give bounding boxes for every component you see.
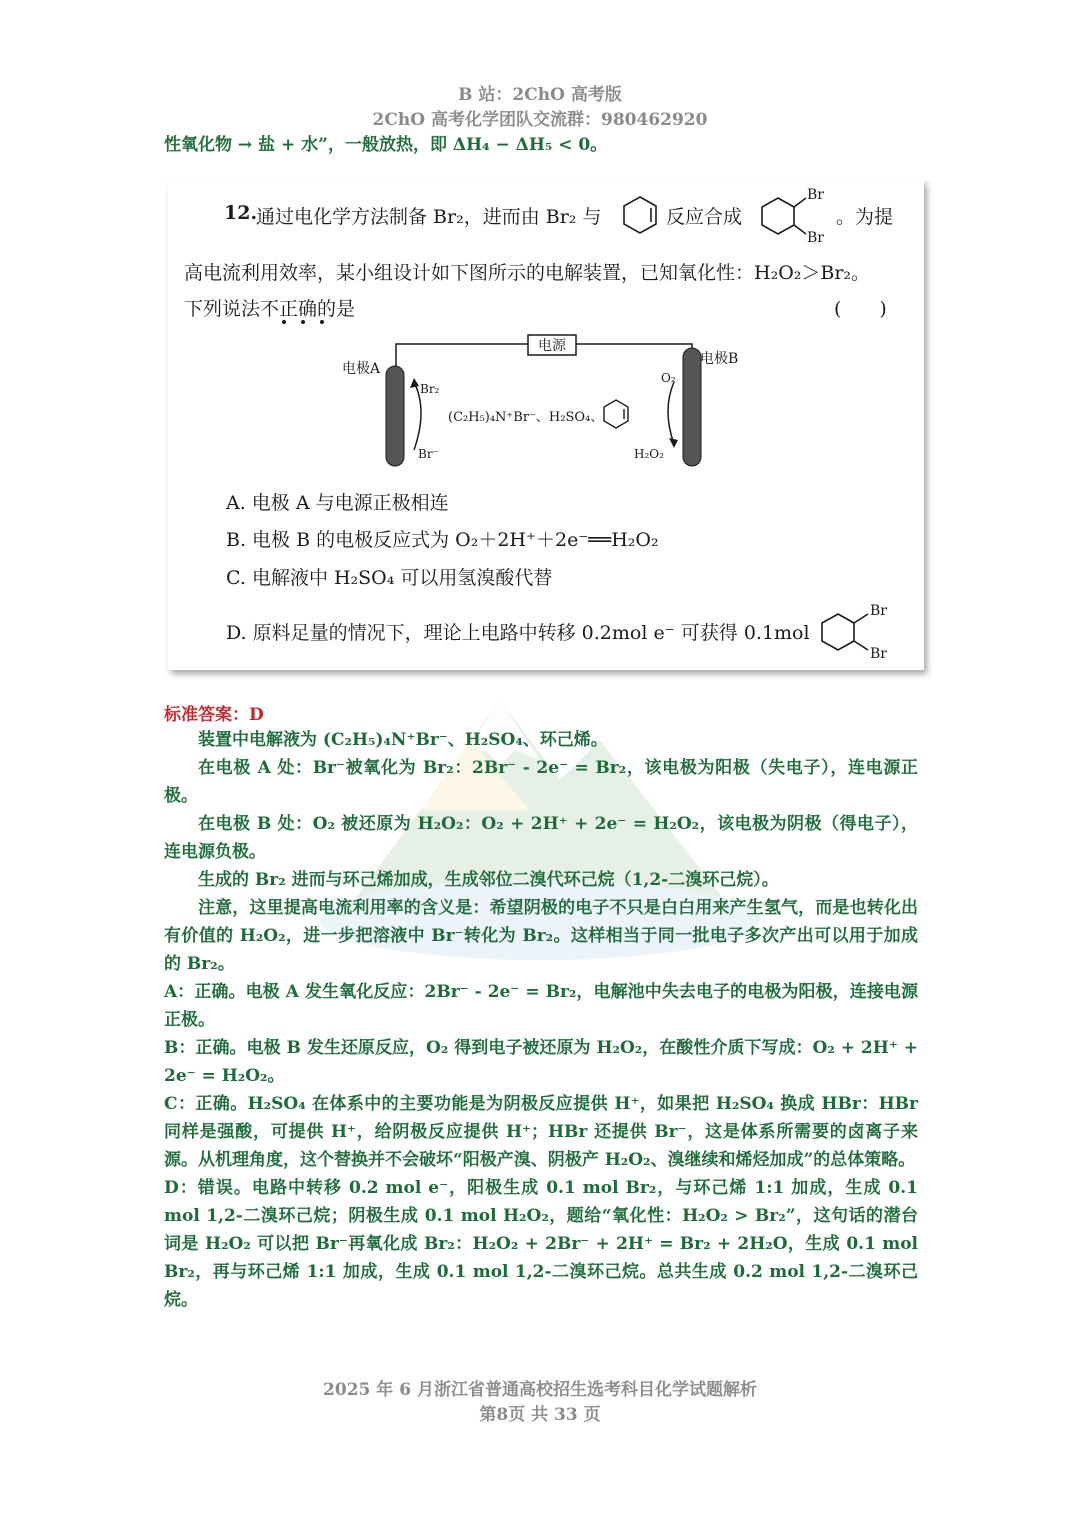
- option-a: A. 电极 A 与电源正极相连: [226, 492, 449, 514]
- header-line1: B 站：2ChO 高考版: [458, 85, 622, 105]
- br-label-top-d: Br: [870, 603, 887, 619]
- option-analysis-c: C：正确。H₂SO₄ 在体系中的主要功能是为阴极反应提供 H⁺，如果把 H₂SO₄ 换成 HBr：HBr 同样是强酸，可提供 H⁺，给阴极反应提供 H⁺；HBr 还提供 Br⁻，这是体系所需要的卤离子来源。从机理角度，这个替换并不会破坏“阳极产溴、阴极产 H₂O₂、溴继续和烯烃加成”的总体策略。: [164, 1094, 918, 1170]
- option-c: C. 电解液中 H₂SO₄ 可以用氢溴酸代替: [226, 567, 553, 589]
- explanation-paragraph: 在电极 A 处：Br⁻被氧化为 Br₂：2Br⁻ - 2e⁻ = Br₂，该电极为阳极（失电子），连电源正极。: [164, 758, 918, 806]
- header-line2: 2ChO 高考化学团队交流群：980462920: [372, 110, 708, 130]
- option-analysis-a: A：正确。电极 A 发生氧化反应：2Br⁻ - 2e⁻ = Br₂，电解池中失去电子的电极为阳极，连接电源正极。: [164, 982, 918, 1030]
- electrolysis-diagram: [328, 330, 758, 480]
- explanation-paragraph: 装置中电解液为 (C₂H₅)₄N⁺Br⁻、H₂SO₄、环己烯。: [198, 730, 608, 750]
- question-card: [168, 180, 924, 670]
- page-number: 第8页 共 33 页: [479, 1405, 601, 1425]
- br-minus-label: Br⁻: [418, 447, 439, 461]
- h2o2-label: H₂O₂: [634, 447, 664, 461]
- question-text-1a: 通过电化学方法制备 Br₂，进而由 Br₂ 与: [256, 206, 602, 228]
- answer-label: 标准答案：D: [164, 705, 264, 725]
- electrode-b-label: 电极B: [700, 351, 739, 367]
- question-text-3: 下列说法不正确的是: [184, 298, 356, 320]
- explanation-paragraph: 生成的 Br₂ 进而与环己烯加成，生成邻位二溴代环己烷（1,2-二溴环己烷）。: [198, 870, 779, 890]
- emphasis-dots: [276, 318, 336, 326]
- br-label-bottom: Br: [807, 230, 824, 246]
- previous-answer-tail: 性氧化物 → 盐 + 水”，一般放热，即 ΔH₄ − ΔH₅ < 0。: [164, 135, 608, 155]
- br-label-bottom-d: Br: [870, 646, 887, 662]
- option-analysis-d: D：错误。电路中转移 0.2 mol e⁻，阳极生成 0.1 mol Br₂，与环己烯 1:1 加成，生成 0.1 mol 1,2-二溴环己烷；阴极生成 0.1 mol H₂O₂，题给“氧化性：H₂O₂ > Br₂”，这句话的潜台词是 H₂O₂ 可以把 Br⁻再氧化成 Br₂：H₂O₂ + 2Br⁻ + 2H⁺ = Br₂ + 2H₂O，生成 0.1 mol Br₂，再与环己烯 1:1 加成，生成 0.1 mol 1,2-二溴环己烷。总共生成 0.2 mol 1,2-二溴环己烷。: [164, 1178, 918, 1310]
- cyclohexene-icon: [620, 194, 660, 236]
- explanation-paragraph: 在电极 B 处：O₂ 被还原为 H₂O₂：O₂ + 2H⁺ + 2e⁻ = H₂O₂，该电极为阴极（得电子），连电源负极。: [164, 814, 918, 862]
- electrode-a-label: 电极A: [342, 361, 381, 377]
- question-number: 12.: [224, 202, 258, 224]
- br2-label: Br₂: [420, 382, 440, 396]
- question-text-2: 高电流利用效率，某小组设计如下图所示的电解装置，已知氧化性：H₂O₂＞Br₂。: [184, 262, 871, 284]
- option-d: D. 原料足量的情况下，理论上电路中转移 0.2mol e⁻ 可获得 0.1mol: [226, 622, 810, 644]
- answer-bracket: ( ): [834, 298, 887, 320]
- option-analysis-b: B：正确。电极 B 发生还原反应，O₂ 得到电子被还原为 H₂O₂，在酸性介质下写成：O₂ + 2H⁺ + 2e⁻ = H₂O₂。: [164, 1038, 918, 1086]
- footer-title: 2025 年 6 月浙江省普通高校招生选考科目化学试题解析: [323, 1380, 757, 1400]
- o2-label: O₂: [661, 371, 676, 385]
- br-label-top: Br: [807, 187, 824, 203]
- dibromocyclohexane-icon: [756, 184, 830, 246]
- explanation-paragraph: 注意，这里提高电流利用率的含义是：希望阴极的电子不只是白白用来产生氢气，而是也转化出有价值的 H₂O₂，进一步把溶液中 Br⁻转化为 Br₂。这样相当于同一批电子多次产出可以用于加成的 Br₂。: [164, 898, 918, 974]
- dibromocyclohexane-option-icon: [816, 600, 896, 662]
- answer-explanation: [164, 726, 918, 1314]
- power-source-label: 电源: [538, 338, 566, 354]
- question-text-1c: 。为提: [836, 206, 894, 228]
- option-b: B. 电极 B 的电极反应式为 O₂＋2H⁺＋2e⁻══H₂O₂: [226, 529, 659, 551]
- electrolyte-label: (C₂H₅)₄N⁺Br⁻、H₂SO₄、: [448, 410, 604, 425]
- question-text-1b: 反应合成: [666, 206, 743, 228]
